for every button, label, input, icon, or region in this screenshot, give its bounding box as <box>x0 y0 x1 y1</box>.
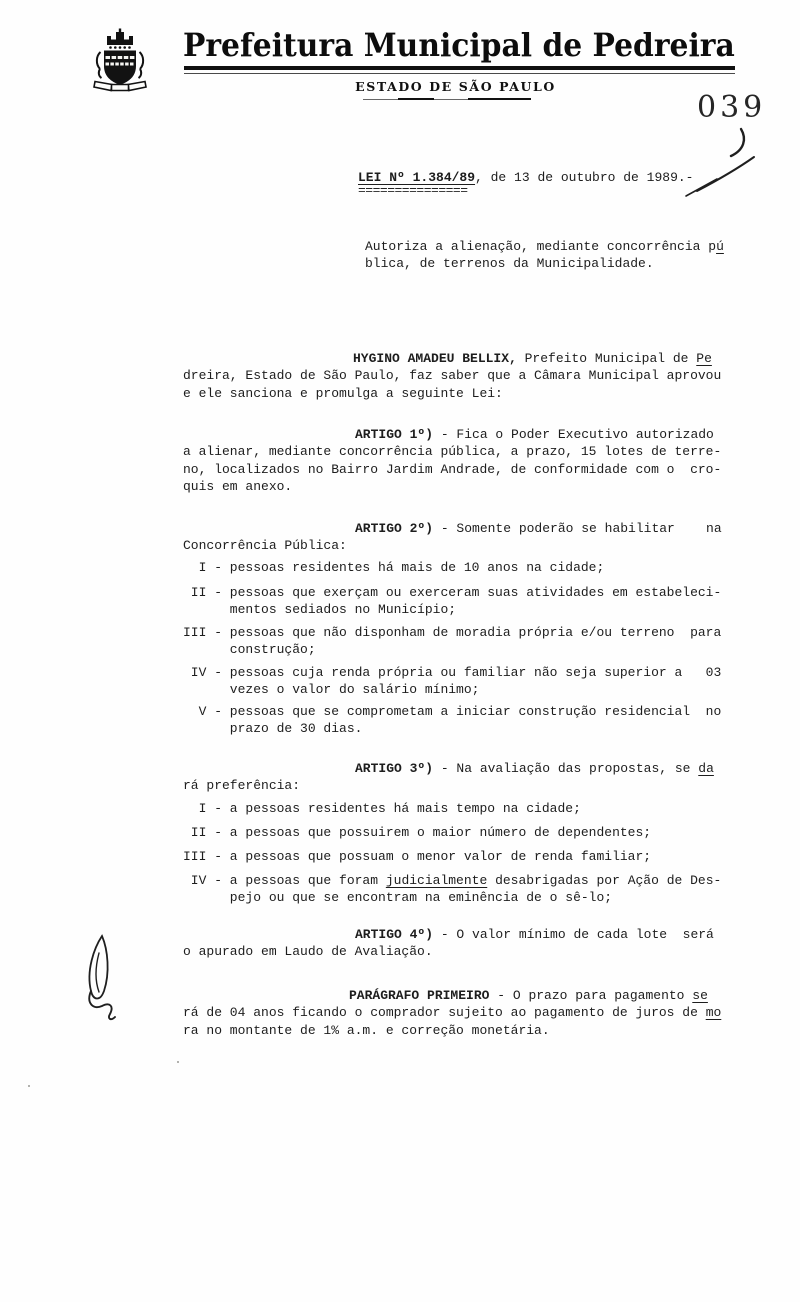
artigo-2-item-5-line <box>183 720 783 737</box>
artigo-2-item-4 <box>183 664 783 699</box>
ementa <box>183 238 783 273</box>
text-segment: - O prazo para pagamento <box>489 988 693 1003</box>
text-segment: Concorrência Pública: <box>183 538 347 554</box>
text-segment: a alienar, mediante concorrência pública, a prazo, 15 lotes de terre- <box>183 444 722 460</box>
artigo-3-line <box>183 777 783 794</box>
text-segment: Autoriza a alienação, mediante concorrência p <box>365 239 717 254</box>
artigo-2-item-3 <box>183 624 783 659</box>
text-segment: - O valor mínimo de cada lote será <box>433 927 714 942</box>
artigo-3-item-4-line <box>183 889 783 906</box>
text-segment: - Somente poderão se habilitar na <box>433 521 722 536</box>
text-segment: II - pessoas que exerçam ou exerceram suas atividades em estabeleci- <box>183 585 722 600</box>
text-segment: LEI Nº 1.384/89 <box>358 170 476 185</box>
text-segment: construção; <box>183 642 316 658</box>
scan-speck <box>177 1061 179 1063</box>
text-segment: III - pessoas que não disponham de moradia própria e/ou terreno para <box>183 625 722 640</box>
paragrafo-primeiro-line <box>183 1022 783 1039</box>
preamble-line <box>183 385 783 402</box>
paragrafo-primeiro-line <box>183 987 783 1004</box>
text-segment: ARTIGO 4º) <box>355 927 434 942</box>
text-segment: - Na avaliação das propostas, se <box>433 761 699 776</box>
text-segment: I - a pessoas residentes há mais tempo na cidade; <box>183 801 581 816</box>
preamble-line <box>183 367 783 384</box>
letterhead-subtitle: ESTADO DE SÃO PAULO <box>355 79 556 94</box>
text-segment: prazo de 30 dias. <box>183 721 363 737</box>
artigo-3-item-1 <box>183 800 783 817</box>
artigo-3-item-2 <box>183 824 783 841</box>
artigo-2-item-4-line <box>183 664 783 681</box>
artigo-4 <box>183 926 783 961</box>
text-segment: IV - a pessoas que foram <box>183 873 386 888</box>
text-segment: judicialmente <box>385 873 488 888</box>
text-segment: rá de 04 anos ficando o comprador sujeito ao pagamento de juros de <box>183 1005 706 1021</box>
paragrafo-primeiro <box>183 987 783 1039</box>
artigo-2-item-5-line <box>183 703 783 720</box>
text-segment: ARTIGO 3º) <box>355 761 434 776</box>
artigo-4-line <box>183 926 783 943</box>
artigo-2-item-2-line <box>183 584 783 601</box>
artigo-1-line <box>183 461 783 478</box>
artigo-3-item-4-line <box>183 872 783 889</box>
artigo-3-item-3 <box>183 848 783 865</box>
text-segment: dreira, Estado de São Paulo, faz saber que a Câmara Municipal aprovou <box>183 368 722 384</box>
letterhead-title: Prefeitura Municipal de Pedreira <box>183 26 735 64</box>
text-segment: IV - pessoas cuja renda própria ou familiar não seja superior a 03 <box>183 665 722 680</box>
artigo-2-item-1-line <box>183 559 783 576</box>
artigo-1-line <box>183 478 783 495</box>
artigo-1 <box>183 426 783 496</box>
artigo-3 <box>183 760 783 795</box>
artigo-2-item-2-line <box>183 601 783 618</box>
artigo-2-item-2 <box>183 584 783 619</box>
text-segment: da <box>698 761 714 776</box>
paragrafo-primeiro-line <box>183 1004 783 1021</box>
text-segment: vezes o valor do salário mínimo; <box>183 682 480 698</box>
artigo-2-line <box>183 537 783 554</box>
text-segment: Pe <box>696 351 712 366</box>
text-segment: ARTIGO 2º) <box>355 521 434 536</box>
text-segment: II - a pessoas que possuirem o maior número de dependentes; <box>183 825 652 840</box>
scan-speck <box>28 1085 30 1087</box>
artigo-3-item-1-line <box>183 800 783 817</box>
text-segment: V - pessoas que se comprometam a iniciar construção residencial no <box>183 704 722 719</box>
law-title <box>183 169 783 200</box>
text-segment: I - pessoas residentes há mais de 10 anos na cidade; <box>183 560 605 575</box>
text-segment: e ele sanciona e promulga a seguinte Lei: <box>183 385 503 401</box>
artigo-2-line <box>183 520 783 537</box>
artigo-2-item-5 <box>183 703 783 738</box>
artigo-1-line <box>183 443 783 460</box>
text-segment: blica, de terrenos da Municipalidade. <box>365 256 654 272</box>
preamble <box>183 350 783 402</box>
text-segment: o apurado em Laudo de Avaliação. <box>183 944 433 960</box>
artigo-3-item-2-line <box>183 824 783 841</box>
text-segment: , de 13 de outubro de 1989.- <box>475 170 694 185</box>
text-segment: - Fica o Poder Executivo autorizado <box>433 427 714 442</box>
text-segment: ARTIGO 1º) <box>355 427 434 442</box>
text-segment: no, localizados no Bairro Jardim Andrade, de conformidade com o cro- <box>183 461 722 477</box>
text-segment: ra no montante de 1% a.m. e correção monetária. <box>183 1022 550 1038</box>
artigo-1-line <box>183 426 783 443</box>
artigo-3-line <box>183 760 783 777</box>
page-number-stamp: 039 <box>697 90 767 125</box>
ementa-line <box>183 238 783 255</box>
text-segment: mentos sediados no Município; <box>183 602 457 618</box>
artigo-2-item-3-line <box>183 641 783 658</box>
text-segment: Prefeito Municipal de <box>516 351 697 366</box>
text-segment: pejo ou que se encontram na eminência de o sê-lo; <box>183 890 613 906</box>
artigo-4-line <box>183 943 783 960</box>
text-segment: =============== <box>358 183 468 199</box>
ementa-line <box>183 255 783 272</box>
text-segment: desabrigadas por Ação de Des- <box>487 873 722 888</box>
artigo-3-item-3-line <box>183 848 783 865</box>
text-segment: quis em anexo. <box>183 479 293 495</box>
text-segment: PARÁGRAFO PRIMEIRO <box>349 988 490 1003</box>
text-segment: HYGINO AMADEU BELLIX, <box>353 351 517 366</box>
artigo-2-item-4-line <box>183 681 783 698</box>
artigo-2 <box>183 520 783 555</box>
artigo-2-item-1 <box>183 559 783 576</box>
text-segment: mo <box>705 1005 722 1021</box>
text-segment: rá preferência: <box>183 778 301 794</box>
text-segment: III - a pessoas que possuam o menor valor de renda familiar; <box>183 849 652 864</box>
artigo-2-item-3-line <box>183 624 783 641</box>
preamble-line <box>183 350 783 367</box>
text-segment: se <box>692 988 708 1003</box>
text-segment: ú <box>716 239 724 254</box>
artigo-3-item-4 <box>183 872 783 907</box>
